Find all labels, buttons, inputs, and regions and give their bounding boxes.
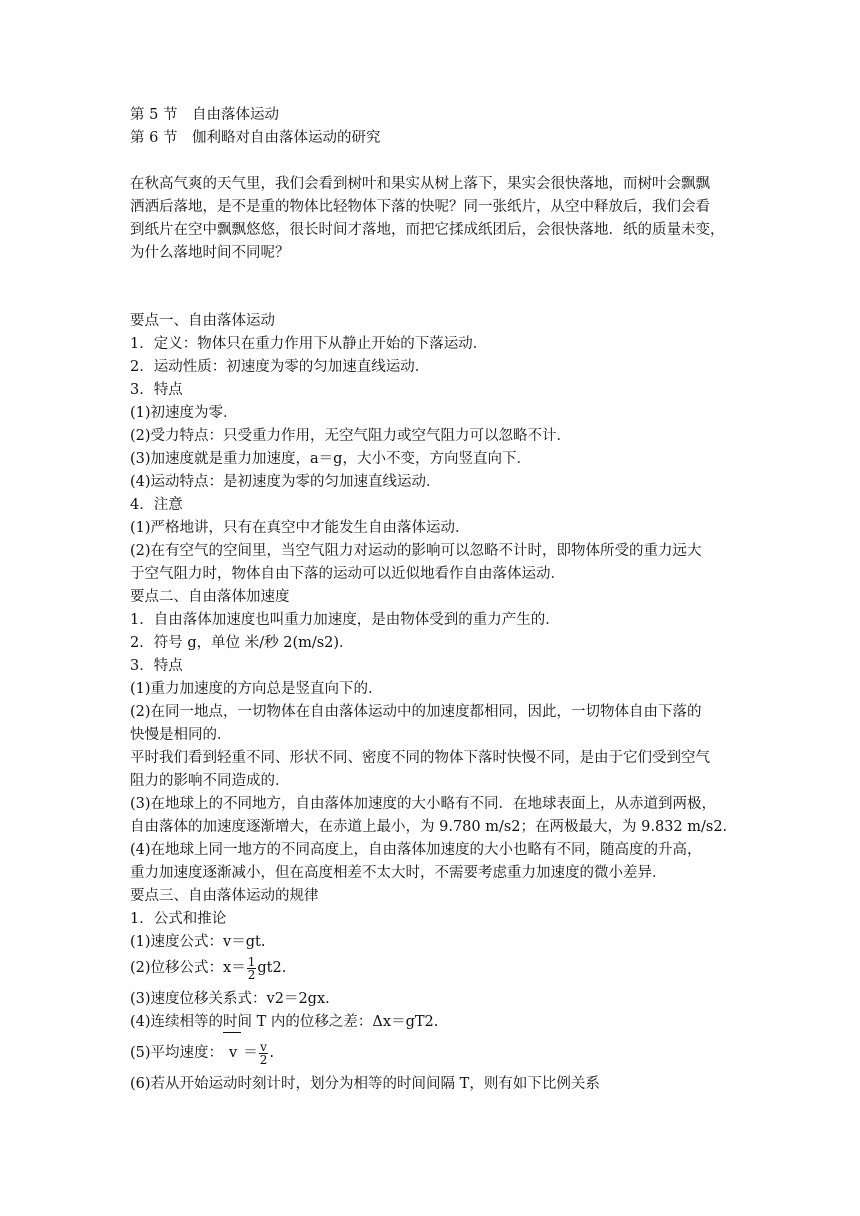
point2-heading: 要点二、自由落体加速度 — [130, 589, 290, 605]
point2-line: 快慢是相同的． — [130, 727, 232, 743]
fraction-v-over-2 — [259, 1041, 269, 1066]
point1-line: (2)受力特点：只受重力作用，无空气阻力或空气阻力可以忽略不计． — [130, 428, 572, 444]
ratio-relation-line: (6)若从开始运动时刻计时，划分为相等的时间间隔 T，则有如下比例关系 — [130, 1076, 600, 1092]
average-velocity-suffix: . — [269, 1045, 274, 1061]
point1-line: 4．注意 — [130, 497, 183, 513]
displacement-prefix: (2)位移公式：x＝ — [130, 960, 246, 976]
intro-line: 为什么落地时间不同呢？ — [130, 245, 290, 261]
point2-line: (1)重力加速度的方向总是竖直向下的． — [130, 681, 383, 697]
point2-line: 自由落体的加速度逐渐增大，在赤道上最小，为 9.780 m/s2；在两极最大，为 9.832 m/s2. — [130, 819, 728, 835]
point2-line: 重力加速度逐渐减小，但在高度相差不太大时，不需要考虑重力加速度的微小差异． — [130, 865, 667, 881]
point2-line: 3．特点 — [130, 658, 183, 674]
point1-line: (4)运动特点：是初速度为零的匀加速直线运动． — [130, 474, 441, 490]
point2-line: 1．自由落体加速度也叫重力加速度，是由物体受到的重力产生的． — [130, 612, 560, 628]
displacement-formula — [130, 952, 286, 984]
point1-heading: 要点一、自由落体运动 — [130, 313, 275, 329]
point2-line: 平时我们看到轻重不同、形状不同、密度不同的物体下落时快慢不同，是由于它们受到空气 — [130, 750, 710, 766]
point1-line: 1．定义：物体只在重力作用下从静止开始的下落运动． — [130, 336, 488, 352]
point1-line: (1)严格地讲，只有在真空中才能发生自由落体运动． — [130, 520, 470, 536]
fraction-one-half — [247, 956, 257, 981]
point3-line: 1．公式和推论 — [130, 911, 227, 927]
velocity-displacement-relation: (3)速度位移关系式：v2＝2gx. — [130, 991, 330, 1007]
point2-line: (2)在同一地点，一切物体在自由落体运动中的加速度都相同，因此，一切物体自由下落的 — [130, 704, 702, 720]
point1-line: (3)加速度就是重力加速度，a＝g，大小不变，方向竖直向下． — [130, 451, 531, 467]
fraction-numerator: v — [260, 1039, 267, 1054]
point2-line: 2．符号 g，单位 米/秒 2(m/s2)． — [130, 635, 354, 651]
intro-line: 在秋高气爽的天气里，我们会看到树叶和果实从树上落下，果实会很快落地，而树叶会飘飘 — [130, 176, 710, 192]
point3-heading: 要点三、自由落体运动的规律 — [130, 888, 319, 904]
point1-line: 于空气阻力时，物体自由下落的运动可以近似地看作自由落体运动． — [130, 566, 565, 582]
fraction-denominator: 2 — [247, 967, 256, 982]
point2-line: (3)在地球上的不同地方，自由落体加速度的大小略有不同．在地球表面上，从赤道到两极， — [130, 796, 717, 812]
average-velocity-prefix: (5)平均速度： — [130, 1045, 224, 1061]
consecutive-displacement-difference: (4)连续相等的时间 T 内的位移之差：Δx＝gT2. — [130, 1014, 439, 1030]
fraction-numerator: 1 — [247, 954, 256, 969]
point2-line: (4)在地球上同一地方的不同高度上，自由落体加速度的大小也略有不同，随高度的升高， — [130, 842, 702, 858]
section-5-title: 第 5 节 自由落体运动 — [130, 107, 279, 123]
average-velocity-symbol: v — [229, 1032, 237, 1070]
intro-line: 到纸片在空中飘飘悠悠，很长时间才落地，而把它揉成纸团后，会很快落地．纸的质量未变， — [130, 222, 725, 238]
velocity-formula: (1)速度公式：v＝gt. — [130, 934, 266, 950]
equals-sign: ＝ — [243, 1045, 258, 1061]
section-6-title: 第 6 节 伽利略对自由落体运动的研究 — [130, 130, 381, 146]
point1-line: 3．特点 — [130, 382, 183, 398]
fraction-denominator: 2 — [259, 1052, 268, 1067]
displacement-suffix: gt2. — [257, 960, 287, 976]
point1-line: 2．运动性质：初速度为零的匀加速直线运动． — [130, 359, 430, 375]
point1-line: (1)初速度为零． — [130, 405, 238, 421]
intro-line: 洒洒后落地，是不是重的物体比轻物体下落的快呢？同一张纸片，从空中释放后，我们会看 — [130, 199, 710, 215]
point2-line: 阻力的影响不同造成的． — [130, 773, 290, 789]
average-velocity-formula — [130, 1032, 274, 1070]
point1-line: (2)在有空气的空间里，当空气阻力对运动的影响可以忽略不计时，即物体所受的重力远大 — [130, 543, 702, 559]
